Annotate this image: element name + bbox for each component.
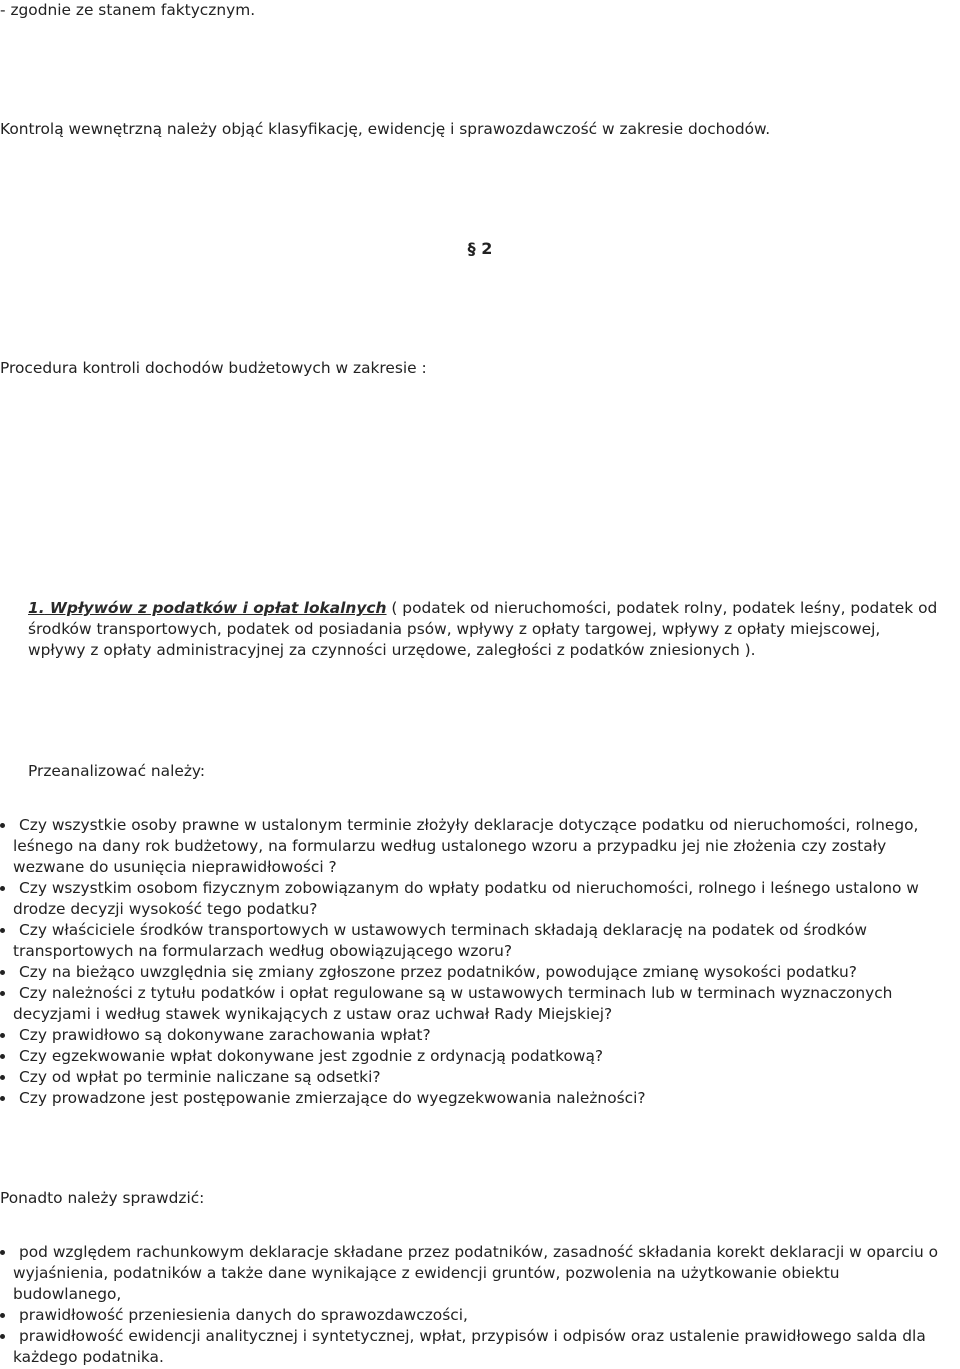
check-item-line: prawidłowość przeniesienia danych do sprawozdawczości, <box>19 1306 468 1324</box>
analyze-item-line: Czy od wpłat po terminie naliczane są odsetki? <box>19 1068 381 1086</box>
check-item <box>0 1242 960 1305</box>
check-item-line: budowlanego, <box>13 1285 122 1303</box>
analyze-item <box>0 815 960 878</box>
analyze-item <box>0 1025 960 1046</box>
bullet-icon <box>0 1096 5 1101</box>
check-list <box>0 1242 960 1368</box>
bullet-icon <box>0 823 5 828</box>
point-1-title: Wpływów z podatków i opłat lokalnych <box>44 599 387 617</box>
check-item <box>0 1326 960 1368</box>
analyze-item-line: transportowych na formularzach według obowiązującego wzoru? <box>13 942 513 960</box>
analyze-item-line: Czy egzekwowanie wpłat dokonywane jest zgodnie z ordynacją podatkową? <box>19 1047 604 1065</box>
intro-line: - zgodnie ze stanem faktycznym. <box>0 1 256 19</box>
analyze-item-line: Czy prowadzone jest postępowanie zmierzające do wyegzekwowania należności? <box>19 1089 646 1107</box>
point-1-text-line-1: ( podatek od nieruchomości, podatek rolny, podatek leśny, podatek od <box>386 599 938 617</box>
bullet-icon <box>0 970 5 975</box>
bullet-icon <box>0 1033 5 1038</box>
check-item-line: wyjaśnienia, podatników a także dane wynikające z ewidencji gruntów, pozwolenia na użytkowanie obiektu <box>13 1264 840 1282</box>
analyze-item-line: Czy właściciele środków transportowych w ustawowych terminach składają deklarację na podatek od środków <box>19 921 867 939</box>
bullet-icon <box>0 1250 5 1255</box>
analyze-item-line: Czy wszystkie osoby prawne w ustalonym terminie złożyły deklaracje dotyczące podatku od nieruchomości, rolnego, <box>19 816 919 834</box>
analyze-item-line: Czy wszystkim osobom fizycznym zobowiązanym do wpłaty podatku od nieruchomości, rolnego i leśnego ustalono w <box>19 879 919 897</box>
procedure-line: Procedura kontroli dochodów budżetowych w zakresie : <box>0 359 427 377</box>
analyze-item-line: Czy na bieżąco uwzględnia się zmiany zgłoszone przez podatników, powodujące zmianę wysokości podatku? <box>19 963 857 981</box>
bullet-icon <box>0 1313 5 1318</box>
analyze-item-line: decyzjami i według stawek wynikających z ustaw oraz uchwał Rady Miejskiej? <box>13 1005 613 1023</box>
analyze-item-line: wezwane do usunięcia nieprawidłowości ? <box>13 858 337 876</box>
check-item-line: każdego podatnika. <box>13 1348 164 1366</box>
section-heading: § 2 <box>467 239 493 258</box>
point-1-paragraph <box>28 598 937 619</box>
point-1-number: 1. <box>28 599 45 617</box>
check-item-line: prawidłowość ewidencji analitycznej i syntetycznej, wpłat, przypisów i odpisów oraz ustalenie prawidłowego salda dla <box>19 1327 926 1345</box>
bullet-icon <box>0 886 5 891</box>
control-line: Kontrolą wewnętrzną należy objąć klasyfikację, ewidencję i sprawozdawczość w zakresie dochodów. <box>0 120 771 138</box>
analyze-heading: Przeanalizować należy: <box>28 762 206 780</box>
analyze-item <box>0 983 960 1025</box>
point-1-text-line-2: środków transportowych, podatek od posiadania psów, wpływy z opłaty targowej, wpływy z opłaty miejscowej, <box>28 620 881 638</box>
bullet-icon <box>0 928 5 933</box>
analyze-item <box>0 962 960 983</box>
analyze-item <box>0 920 960 962</box>
check-heading: Ponadto należy sprawdzić: <box>0 1189 205 1207</box>
analyze-item-line: Czy prawidłowo są dokonywane zarachowania wpłat? <box>19 1026 431 1044</box>
bullet-icon <box>0 991 5 996</box>
bullet-icon <box>0 1075 5 1080</box>
analyze-item-line: Czy należności z tytułu podatków i opłat regulowane są w ustawowych terminach lub w terminach wyznaczonych <box>19 984 893 1002</box>
bullet-icon <box>0 1334 5 1339</box>
bullet-icon <box>0 1054 5 1059</box>
analyze-item-line: leśnego na dany rok budżetowy, na formularzu według ustalonego wzoru a przypadku jej nie złożenia czy zostały <box>13 837 887 855</box>
check-item <box>0 1305 960 1326</box>
analyze-list <box>0 815 960 1109</box>
point-1-heading <box>28 599 387 617</box>
analyze-item <box>0 1067 960 1088</box>
check-item-line: pod względem rachunkowym deklaracje składane przez podatników, zasadność składania korekt deklaracji w oparciu o <box>19 1243 939 1261</box>
analyze-item <box>0 1046 960 1067</box>
analyze-item <box>0 1088 960 1109</box>
analyze-item-line: drodze decyzji wysokość tego podatku? <box>13 900 318 918</box>
analyze-item <box>0 878 960 920</box>
point-1-text-line-3: wpływy z opłaty administracyjnej za czynności urzędowe, zaległości z podatków zniesionych ). <box>28 641 756 659</box>
